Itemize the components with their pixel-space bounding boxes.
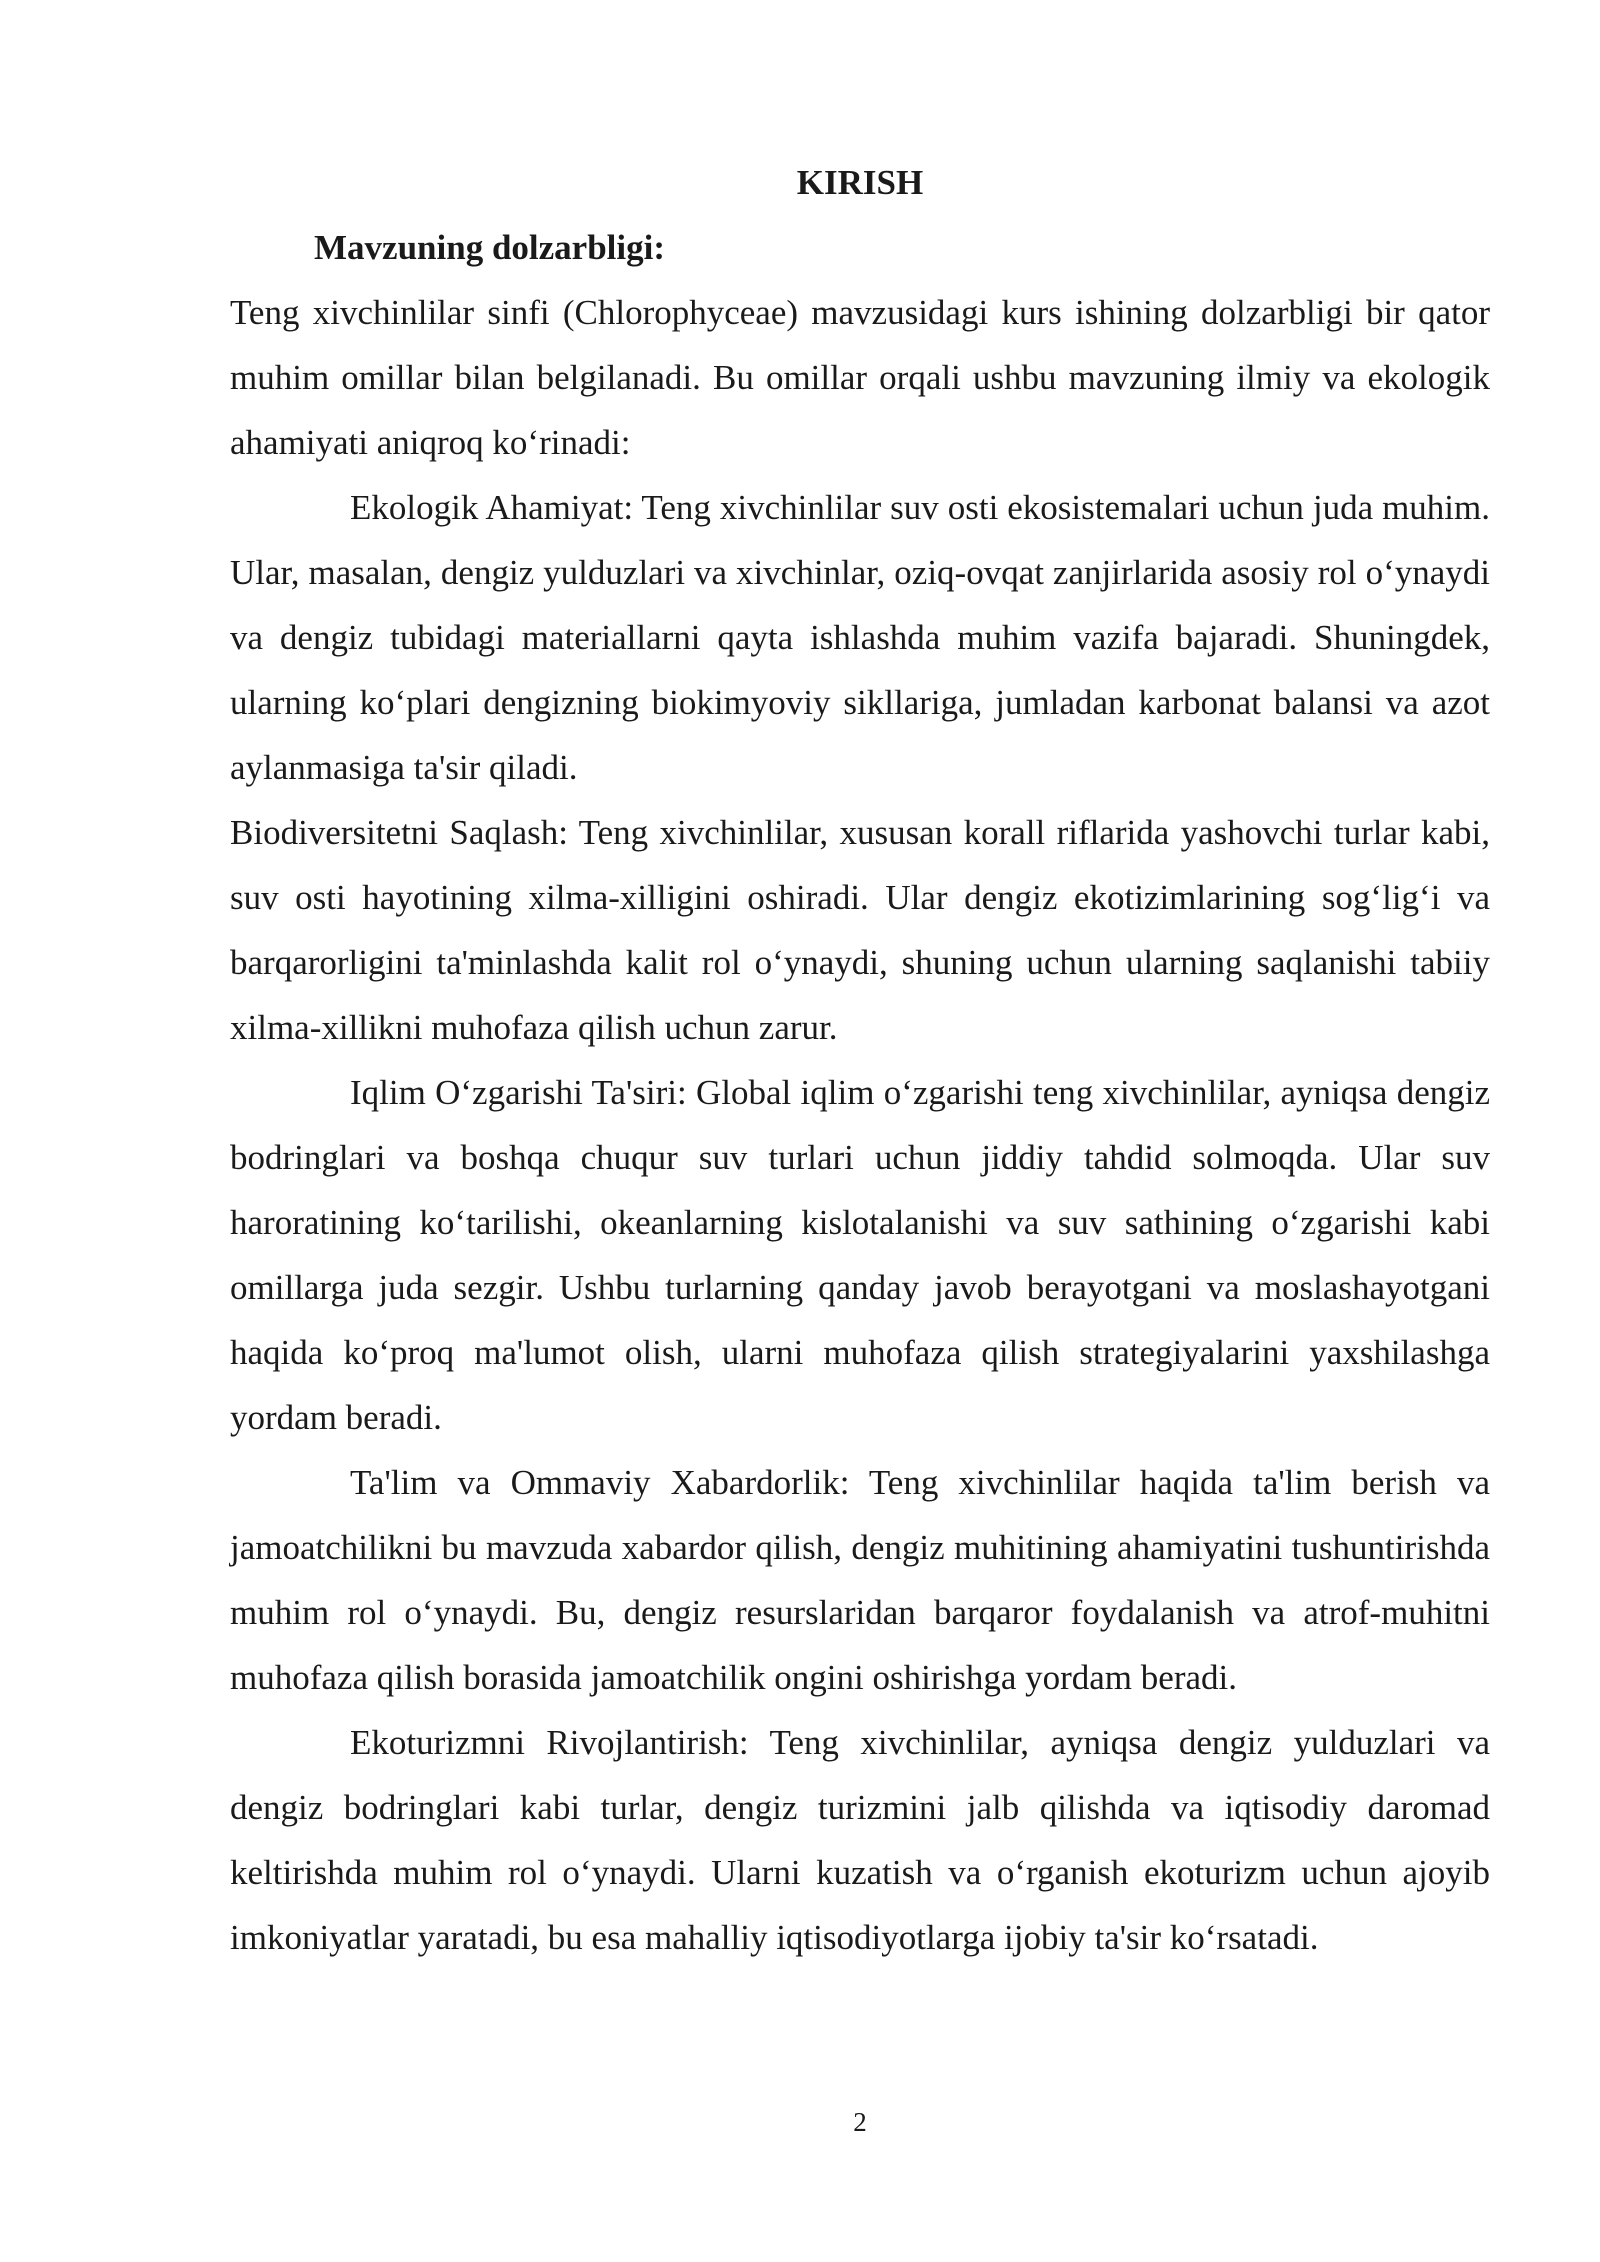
page-content bbox=[230, 150, 1490, 1970]
paragraph-ecotourism: Ekoturizmni Rivojlantirish: Teng xivchinlilar, ayniqsa dengiz yulduzlari va dengiz bodringlari kabi turlar, dengiz turizmini jalb qilishda va iqtisodiy daromad keltirishda muhim rol o‘ynaydi. Ularni kuzatish va o‘rganish ekoturizm uchun ajoyib imkoniyatlar yaratadi, bu esa mahalliy iqtisodiyotlarga ijobiy ta'sir ko‘rsatadi. bbox=[230, 1723, 1490, 1957]
page-number: 2 bbox=[853, 2107, 867, 2137]
paragraph-ecological-importance: Ekologik Ahamiyat: Teng xivchinlilar suv osti ekosistemalari uchun juda muhim. Ular, masalan, dengiz yulduzlari va xivchinlar, oziq-ovqat zanjirlarida asosiy rol o‘ynaydi va dengiz tubidagi materiallarni qayta ishlashda muhim vazifa bajaradi. Shuningdek, ularning ko‘plari dengizning biokimyoviy sikllariga, jumladan karbonat balansi va azot aylanmasiga ta'sir qiladi. bbox=[230, 488, 1490, 787]
paragraph-biodiversity: Biodiversitetni Saqlash: Teng xivchinlilar, xususan korall riflarida yashovchi turlar kabi, suv osti hayotining xilma-xilligini oshiradi. Ular dengiz ekotizimlarining sog‘lig‘i va barqarorligini ta'minlashda kalit rol o‘ynaydi, shuning uchun ularning saqlanishi tabiiy xilma-xillikni muhofaza qilish uchun zarur. bbox=[230, 813, 1490, 1047]
section-subtitle: Mavzuning dolzarbligi: bbox=[314, 228, 665, 267]
paragraph-climate-change: Iqlim O‘zgarishi Ta'siri: Global iqlim o‘zgarishi teng xivchinlilar, ayniqsa dengiz bodringlari va boshqa chuqur suv turlari uchun jiddiy tahdid solmoqda. Ular suv haroratining ko‘tarilishi, okeanlarning kislotalanishi va suv sathining o‘zgarishi kabi omillarga juda sezgir. Ushbu turlarning qanday javob berayotgani va moslashayotgani haqida ko‘proq ma'lumot olish, ularni muhofaza qilish strategiyalarini yaxshilashga yordam beradi. bbox=[230, 1073, 1490, 1437]
page-title: KIRISH bbox=[796, 163, 924, 202]
paragraph-education: Ta'lim va Ommaviy Xabardorlik: Teng xivchinlilar haqida ta'lim berish va jamoatchilikni bu mavzuda xabardor qilish, dengiz muhitining ahamiyatini tushuntirishda muhim rol o‘ynaydi. Bu, dengiz resurslaridan barqaror foydalanish va atrof-muhitni muhofaza qilish borasida jamoatchilik ongini oshirishga yordam beradi. bbox=[230, 1463, 1490, 1697]
paragraph-intro: Teng xivchinlilar sinfi (Chlorophyceae) mavzusidagi kurs ishining dolzarbligi bir qator muhim omillar bilan belgilanadi. Bu omillar orqali ushbu mavzuning ilmiy va ekologik ahamiyati aniqroq ko‘rinadi: bbox=[230, 293, 1490, 462]
